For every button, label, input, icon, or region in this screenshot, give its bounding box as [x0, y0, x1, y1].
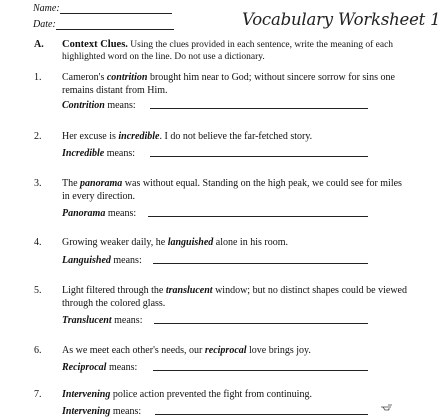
answer-word: Incredible — [62, 148, 105, 159]
answer-blank[interactable] — [155, 414, 368, 415]
answer-blank[interactable] — [153, 370, 368, 371]
answer-blank[interactable] — [150, 156, 368, 157]
sentence-before: Growing weaker daily, he — [62, 237, 168, 248]
means-label: means: — [106, 362, 138, 373]
name-field[interactable] — [33, 3, 172, 14]
means-label: means: — [104, 100, 136, 111]
sentence-after: window; but no distinct shapes could be viewed through the colored glass. — [62, 285, 407, 309]
section-header — [34, 39, 402, 63]
highlighted-word: incredible — [118, 131, 160, 142]
means-label: means: — [110, 255, 142, 266]
answer-blank[interactable] — [153, 263, 368, 264]
answer-line[interactable] — [62, 406, 368, 417]
answer-word: Panorama — [62, 208, 106, 219]
sentence-before: Her excuse is — [62, 131, 119, 142]
sentence-after: love brings joy. — [246, 345, 311, 356]
sentence-after: brought him near to God; without sincere sorrow for sins one remains distant from Him. — [62, 72, 395, 96]
sentence-before: As we meet each other's needs, our — [62, 345, 205, 356]
highlighted-word: translucent — [165, 285, 213, 296]
item-number: 4. — [34, 237, 42, 248]
question-item — [34, 344, 407, 357]
answer-word: Reciprocal — [62, 362, 107, 373]
date-label: Date: — [33, 19, 56, 30]
question-item — [34, 284, 407, 310]
highlighted-word: Intervening — [62, 389, 111, 400]
sentence-after: police action prevented the fight from continuing. — [110, 389, 312, 400]
question-item — [34, 130, 407, 143]
answer-line[interactable] — [62, 100, 368, 111]
answer-word: Translucent — [62, 315, 112, 326]
name-line[interactable] — [60, 3, 172, 14]
means-label: means: — [105, 208, 137, 219]
answer-line[interactable] — [62, 362, 368, 373]
highlighted-word: contrition — [106, 72, 148, 83]
worksheet-title: Vocabulary Worksheet 1 — [242, 10, 440, 29]
item-number: 5. — [34, 285, 42, 296]
section-letter: A. — [34, 39, 44, 50]
sentence-before: The — [62, 178, 81, 189]
date-field[interactable] — [33, 19, 174, 30]
question-item — [34, 71, 407, 97]
sentence-before: Cameron's — [62, 72, 107, 83]
item-number: 1. — [34, 72, 42, 83]
answer-blank[interactable] — [148, 216, 368, 217]
answer-line[interactable] — [62, 148, 368, 159]
name-label: Name: — [33, 3, 60, 14]
highlighted-word: panorama — [80, 178, 123, 189]
section-title: Context Clues. — [62, 39, 128, 50]
question-item — [34, 388, 407, 401]
answer-line[interactable] — [62, 255, 368, 266]
sentence-before: Light filtered through the — [62, 285, 166, 296]
item-number: 6. — [34, 345, 42, 356]
sentence-after: was without equal. Standing on the high peak, we could see for miles in every direction. — [62, 178, 402, 202]
item-number: 3. — [34, 178, 42, 189]
answer-word: Languished — [62, 255, 111, 266]
highlighted-word: reciprocal — [204, 345, 247, 356]
date-line[interactable] — [56, 19, 174, 30]
answer-blank[interactable] — [150, 108, 368, 109]
question-item — [34, 177, 407, 203]
answer-word: Intervening — [62, 406, 111, 417]
pointing-hand-icon — [380, 402, 394, 412]
section-instructions: Using the clues provided in each sentence, write the meaning of each highlighted word on the line. Do not use a dictionary. — [62, 40, 394, 62]
item-number: 2. — [34, 131, 42, 142]
answer-line[interactable] — [62, 208, 368, 219]
highlighted-word: languished — [167, 237, 214, 248]
answer-word: Contrition — [62, 100, 105, 111]
sentence-after: . I do not believe the far-fetched story. — [159, 131, 313, 142]
sentence-after: alone in his room. — [213, 237, 288, 248]
item-number: 7. — [34, 389, 42, 400]
answer-blank[interactable] — [154, 323, 368, 324]
question-item — [34, 236, 407, 249]
means-label: means: — [104, 148, 136, 159]
means-label: means: — [110, 406, 142, 417]
answer-line[interactable] — [62, 315, 368, 326]
means-label: means: — [111, 315, 143, 326]
